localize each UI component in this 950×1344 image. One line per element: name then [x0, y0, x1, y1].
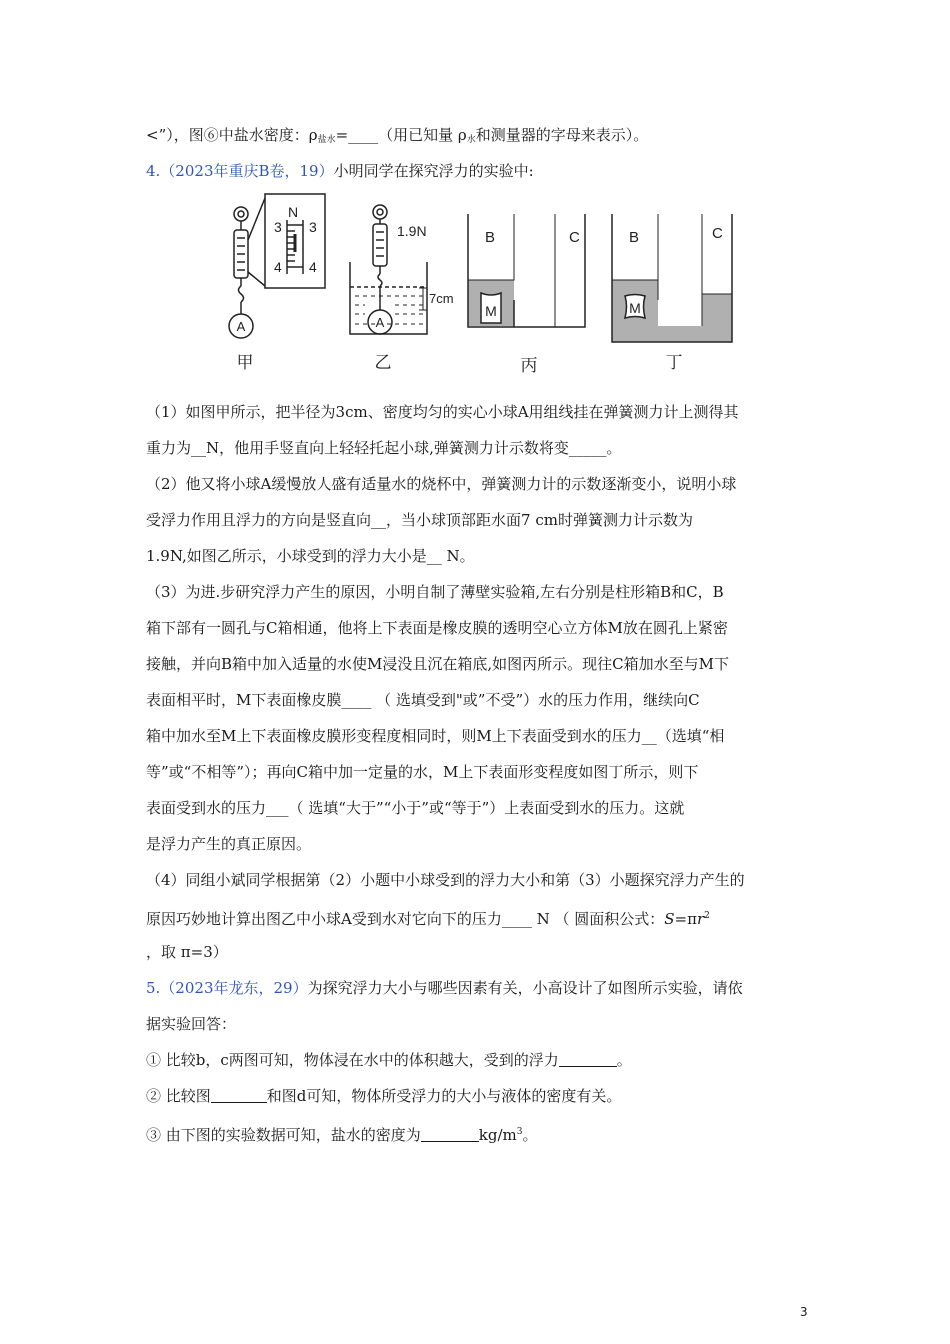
q4-part3-line6: 等”或“不相等”）；再向C箱中加一定量的水，M上下表面形变程度如图丁所示，则下: [146, 763, 699, 781]
q4-part4-line2: 原因巧妙地计算出图乙中小球A受到水对它向下的压力____ N （ 圆面积公式：$S=\pi r^2$: [146, 910, 710, 928]
q5-item2: ② 比较图 和图d可知，物体所受浮力的大小与液体的密度有关。: [146, 1087, 622, 1105]
scale-unit-label: N: [287, 204, 299, 220]
cube-label-ding: M: [629, 300, 641, 316]
q4-part3-line4: 表面相平时，M下表面橡皮膜____ （ 选填受到"或”不受”）水的压力作用，继续向C: [146, 691, 700, 709]
q5-item3: ③ 由下图的实验数据可知，盐水的密度为 $kg/m^3$。: [146, 1126, 538, 1144]
q4-part3-line2: 箱下部有一圆孔与C箱相通，他将上下表面是橡皮膜的透明空心立方体M放在圆孔上紧密: [146, 619, 728, 637]
q4-part3-line5: 箱中加水至M上下表面橡皮膜形变程度相同时，则M上下表面受到水的压力__（选填“相: [146, 727, 725, 745]
answer-blank-3[interactable]: [421, 1127, 479, 1142]
question-4-source: 4.（2023年重庆B卷，19）: [146, 162, 334, 180]
q5-line2: 据实验回答：: [146, 1015, 237, 1033]
q4-part2-line1: （2）他又将小球A缓慢放人盛有适量水的烧杯中，弹簧测力计的示数逐渐变小，说明小球: [146, 475, 737, 493]
q4-part3-line8: 是浮力产生的真正原因。: [146, 835, 312, 853]
scale-tick-3-right: 3: [309, 219, 317, 235]
question-5-source: 5.（2023年龙东，29）: [146, 979, 308, 997]
q4-part2-line3: 1.9N,如图乙所示，小球受到的浮力大小是__ N。: [146, 547, 475, 565]
figure-label-ding: 丁: [665, 353, 683, 372]
box-b-label-ding: B: [629, 229, 640, 246]
answer-blank-2[interactable]: [211, 1088, 267, 1103]
scale-reading: 1.9N: [397, 223, 427, 239]
q4-part4-line3: ，取 π=3）: [146, 943, 228, 961]
q5-item1: ① 比较b，c两图可知，物体浸在水中的体积越大，受到的浮力 。: [146, 1051, 632, 1069]
q4-part1-line1: （1）如图甲所示，把半径为3cm、密度均匀的实心小球A用组线挂在弹簧测力计上测得其: [146, 403, 739, 421]
q4-part1-line2: 重力为__N，他用手竖直向上轻轻托起小球,弹簧测力计示数将变_____。: [146, 439, 622, 457]
question-4-heading: 4.（2023年重庆B卷，19）小明同学在探究浮力的实验中:: [146, 162, 534, 180]
figure-label-bing: 丙: [520, 356, 538, 375]
box-c-label-ding: C: [712, 225, 723, 242]
box-c-label-bing: C: [569, 229, 580, 246]
q4-part3-line7: 表面受到水的压力___（ 选填“大于”“小于”或“等于”）上表面受到水的压力。这就: [146, 799, 685, 817]
ball-label-jia: A: [236, 319, 246, 334]
q4-part2-line2: 受浮力作用且浮力的方向是竖直向__，当小球顶部距水面7 cm时弹簧测力计示数为: [146, 511, 693, 529]
page-number: 3: [800, 1305, 808, 1319]
figure-label-yi: 乙: [374, 353, 392, 372]
experiment-figure: [215, 190, 745, 380]
scale-tick-4-right: 4: [309, 259, 317, 275]
question-5-heading: 5.（2023年龙东，29）为探究浮力大小与哪些因素有关，小高设计了如图所示实验，请依: [146, 979, 743, 997]
cube-label-bing: M: [485, 303, 497, 319]
q4-part3-line3: 接触，并向B箱中加入适量的水使M浸没且沉在箱底,如图丙所示。现往C箱加水至与M下: [146, 655, 729, 673]
q4-part3-line1: （3）为进.步研究浮力产生的原因，小明自制了薄壁实验箱,左右分别是柱形箱B和C，B: [146, 583, 724, 601]
scale-tick-4-left: 4: [274, 259, 282, 275]
scale-tick-3-left: 3: [274, 219, 282, 235]
q4-part4-line1: （4）同组小斌同学根据第（2）小题中小球受到的浮力大小和第（3）小题探究浮力产生的: [146, 871, 745, 889]
beaker-yi: [350, 262, 427, 334]
answer-blank-1[interactable]: [559, 1052, 617, 1067]
text-line-1: <”），图⑥中盐水密度：$\rho_{盐水}=\_\_\_\_$（用已知量 $\rho_水$和测量器的字母来表示）。: [146, 126, 649, 145]
depth-label: 7cm: [429, 291, 454, 306]
box-b-label-bing: B: [485, 229, 496, 246]
figure-label-jia: 甲: [236, 353, 254, 372]
ball-label-yi: A: [375, 315, 385, 330]
